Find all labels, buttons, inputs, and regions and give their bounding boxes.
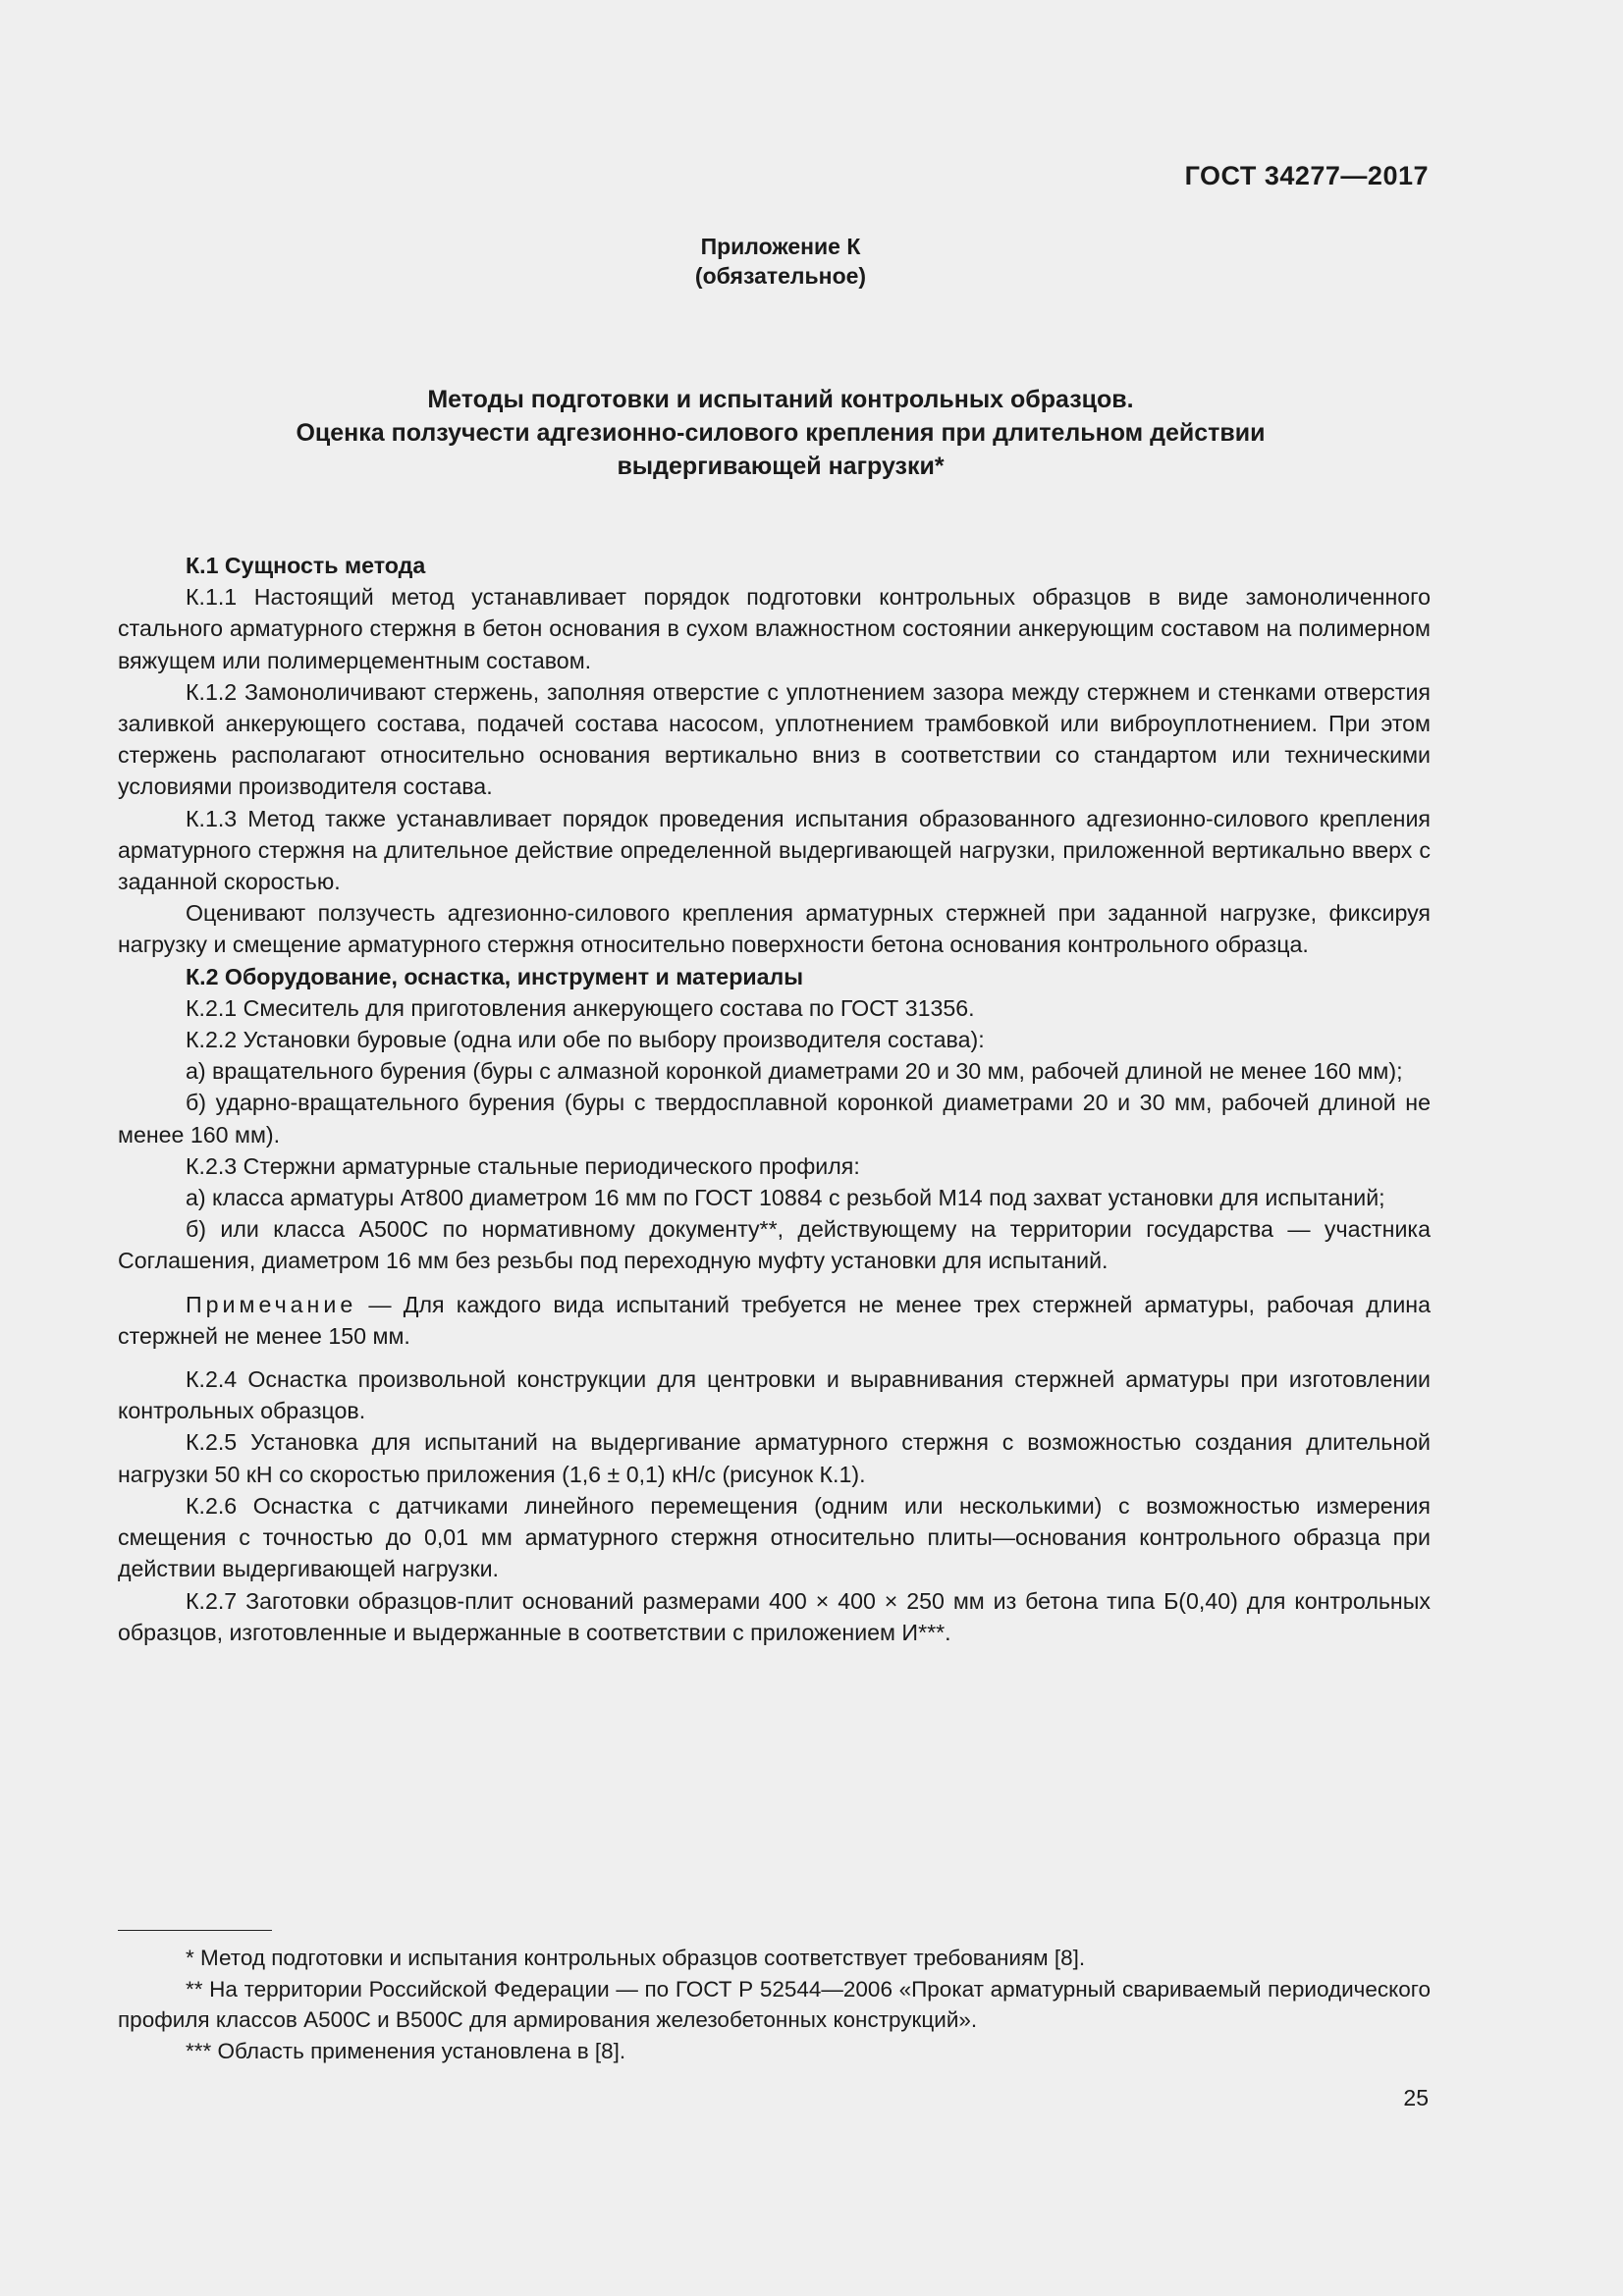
paragraph-k2-3: К.2.3 Стержни арматурные стальные периодического профиля: [186, 1152, 860, 1179]
title-line-1: Методы подготовки и испытаний контрольных образцов. [427, 386, 1134, 413]
note-label: Примечание [186, 1291, 357, 1317]
annex-label: Приложение К [700, 234, 861, 259]
title-line-3: выдергивающей нагрузки* [617, 453, 945, 480]
section-heading-k1: К.1 Сущность метода [186, 553, 426, 578]
annex-heading [0, 232, 1561, 291]
footnote-1: * Метод подготовки и испытания контрольных образцов соответствует требованиям [8]. [186, 1946, 1086, 1970]
footnote-3: *** Область применения установлена в [8]. [186, 2038, 626, 2063]
paragraph-k1-1: К.1.1 Настоящий метод устанавливает порядок подготовки контрольных образцов в виде замоноличенного стального арматурного стержня в бетон основания в сухом влажностном состоянии анкерующим составом на полимерном вяжущем или полимерцементным составом. [118, 584, 1431, 673]
list-item-k2-2b: б) ударно-вращательного бурения (буры с твердосплавной коронкой диаметрами 20 и 30 мм, рабочей длиной не менее 160 мм). [118, 1090, 1431, 1148]
document-title [118, 383, 1443, 483]
paragraph-k1-3: К.1.3 Метод также устанавливает порядок проведения испытания образованного адгезионно-силового крепления арматурного стержня на длительное действие определенной выдергивающей нагрузки, приложенной вертикально вверх с заданной скоростью. [118, 805, 1431, 895]
paragraph-k2-6: К.2.6 Оснастка с датчиками линейного перемещения (одним или несколькими) с возможностью измерения смещения с точностью до 0,01 мм арматурного стержня относительно плиты—основания контрольного образца при действии выдергивающей нагрузки. [118, 1492, 1431, 1582]
footnote-2: ** На территории Российской Федерации — по ГОСТ Р 52544—2006 «Прокат арматурный свариваемый периодического профиля классов А500С и В500С для армирования железобетонных конструкций». [118, 1976, 1431, 2032]
annex-type: (обязательное) [694, 263, 867, 289]
footnote-divider [118, 1930, 272, 1931]
paragraph-k1-4: Оценивают ползучесть адгезионно-силового крепления арматурных стержней при заданной нагрузке, фиксируя нагрузку и смещение арматурного стержня относительно поверхности бетона основания контрольного образца. [118, 900, 1431, 958]
list-item-k2-3b: б) или класса А500С по нормативному документу**, действующему на территории государства — участника Соглашения, диаметром 16 мм без резьбы под переходную муфту установки для испытаний. [118, 1216, 1431, 1274]
page-number: 25 [1403, 2085, 1429, 2110]
note-text: — Для каждого вида испытаний требуется не менее трех стержней арматуры, рабочая длина стержней не менее 150 мм. [118, 1291, 1431, 1349]
paragraph-k2-5: К.2.5 Установка для испытаний на выдергивание арматурного стержня с возможностью создания длительной нагрузки 50 кН со скоростью приложения (1,6 ± 0,1) кН/с (рисунок К.1). [118, 1429, 1431, 1487]
main-text [118, 550, 1431, 1648]
paragraph-k2-4: К.2.4 Оснастка произвольной конструкции для центровки и выравнивания стержней арматуры при изготовлении контрольных образцов. [118, 1366, 1431, 1424]
standard-number: ГОСТ 34277—2017 [1184, 161, 1429, 190]
paragraph-k2-7: К.2.7 Заготовки образцов-плит оснований размерами 400 × 400 × 250 мм из бетона типа Б(0,40) для контрольных образцов, изготовленные и выдержанные в соответствии с приложением И***. [118, 1587, 1431, 1645]
list-item-k2-3a: а) класса арматуры Ат800 диаметром 16 мм по ГОСТ 10884 с резьбой М14 под захват установки для испытаний; [186, 1185, 1385, 1211]
title-line-2: Оценка ползучести адгезионно-силового крепления при длительном действии [296, 419, 1266, 447]
section-heading-k2: К.2 Оборудование, оснастка, инструмент и материалы [186, 963, 804, 989]
note [118, 1289, 1431, 1352]
paragraph-k1-2: К.1.2 Замоноличивают стержень, заполняя отверстие с уплотнением зазора между стержнем и стенками отверстия заливкой анкерующего состава, подачей состава насосом, уплотнением трамбовкой или виброуплотнением. При этом стержень располагают относительно основания вертикально вниз в соответствии со стандартом или техническими условиями производителя состава. [118, 678, 1431, 800]
footnotes [118, 1943, 1431, 2066]
paragraph-k2-2: К.2.2 Установки буровые (одна или обе по выбору производителя состава): [186, 1027, 985, 1053]
list-item-k2-2a: а) вращательного бурения (буры с алмазной коронкой диаметрами 20 и 30 мм, рабочей длиной не менее 160 мм); [186, 1058, 1403, 1085]
paragraph-k2-1: К.2.1 Смеситель для приготовления анкерующего состава по ГОСТ 31356. [186, 994, 975, 1021]
